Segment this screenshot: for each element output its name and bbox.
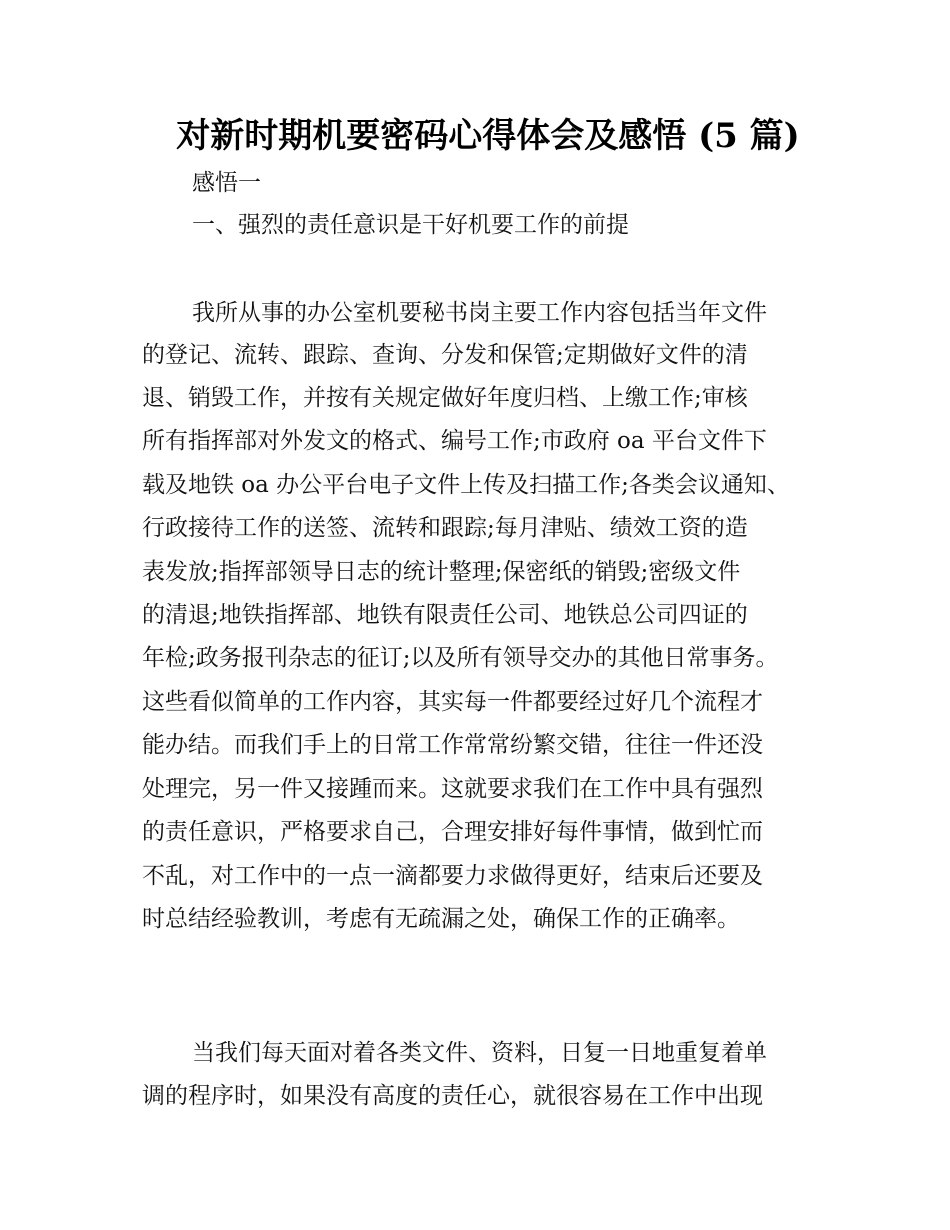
section-heading: 一、强烈的责任意识是干好机要工作的前提 <box>192 212 629 238</box>
paragraph-line: 的登记、流转、跟踪、查询、分发和保管;定期做好文件的清 <box>142 342 748 368</box>
paragraph-line: 表发放;指挥部领导日志的统计整理;保密纸的销毁;密级文件 <box>142 559 741 585</box>
paragraph-line: 的清退;地铁指挥部、地铁有限责任公司、地铁总公司四证的 <box>142 602 748 628</box>
section-label: 感悟一 <box>192 170 261 196</box>
paragraph-line: 当我们每天面对着各类文件、资料，日复一日地重复着单 <box>192 1040 767 1066</box>
paragraph-line: 能办结。而我们手上的日常工作常常纷繁交错，往往一件还没 <box>142 732 763 758</box>
paragraph-line: 行政接待工作的送签、流转和跟踪;每月津贴、绩效工资的造 <box>142 515 748 541</box>
paragraph-line: 所有指挥部对外发文的格式、编号工作;市政府 oa 平台文件下 <box>142 428 767 454</box>
paragraph-line: 不乱，对工作中的一点一滴都要力求做得更好，结束后还要及 <box>142 863 763 889</box>
paragraph-line: 这些看似简单的工作内容，其实每一件都要经过好几个流程才 <box>142 689 763 715</box>
paragraph-line: 载及地铁 oa 办公平台电子文件上传及扫描工作;各类会议通知、 <box>142 472 790 498</box>
paragraph-line: 的责任意识，严格要求自己，合理安排好每件事情，做到忙而 <box>142 819 763 845</box>
paragraph-line: 时总结经验教训，考虑有无疏漏之处，确保工作的正确率。 <box>142 906 740 932</box>
paragraph-line: 我所从事的办公室机要秘书岗主要工作内容包括当年文件 <box>192 300 767 326</box>
document-title: 对新时期机要密码心得体会及感悟 (5 篇) <box>176 116 800 156</box>
paragraph-line: 处理完，另一件又接踵而来。这就要求我们在工作中具有强烈 <box>142 776 763 802</box>
paragraph-line: 调的程序时，如果没有高度的责任心，就很容易在工作中出现 <box>142 1083 763 1109</box>
paragraph-line: 退、销毁工作，并按有关规定做好年度归档、上缴工作;审核 <box>142 385 748 411</box>
paragraph-line: 年检;政务报刊杂志的征订;以及所有领导交办的其他日常事务。 <box>142 645 779 671</box>
